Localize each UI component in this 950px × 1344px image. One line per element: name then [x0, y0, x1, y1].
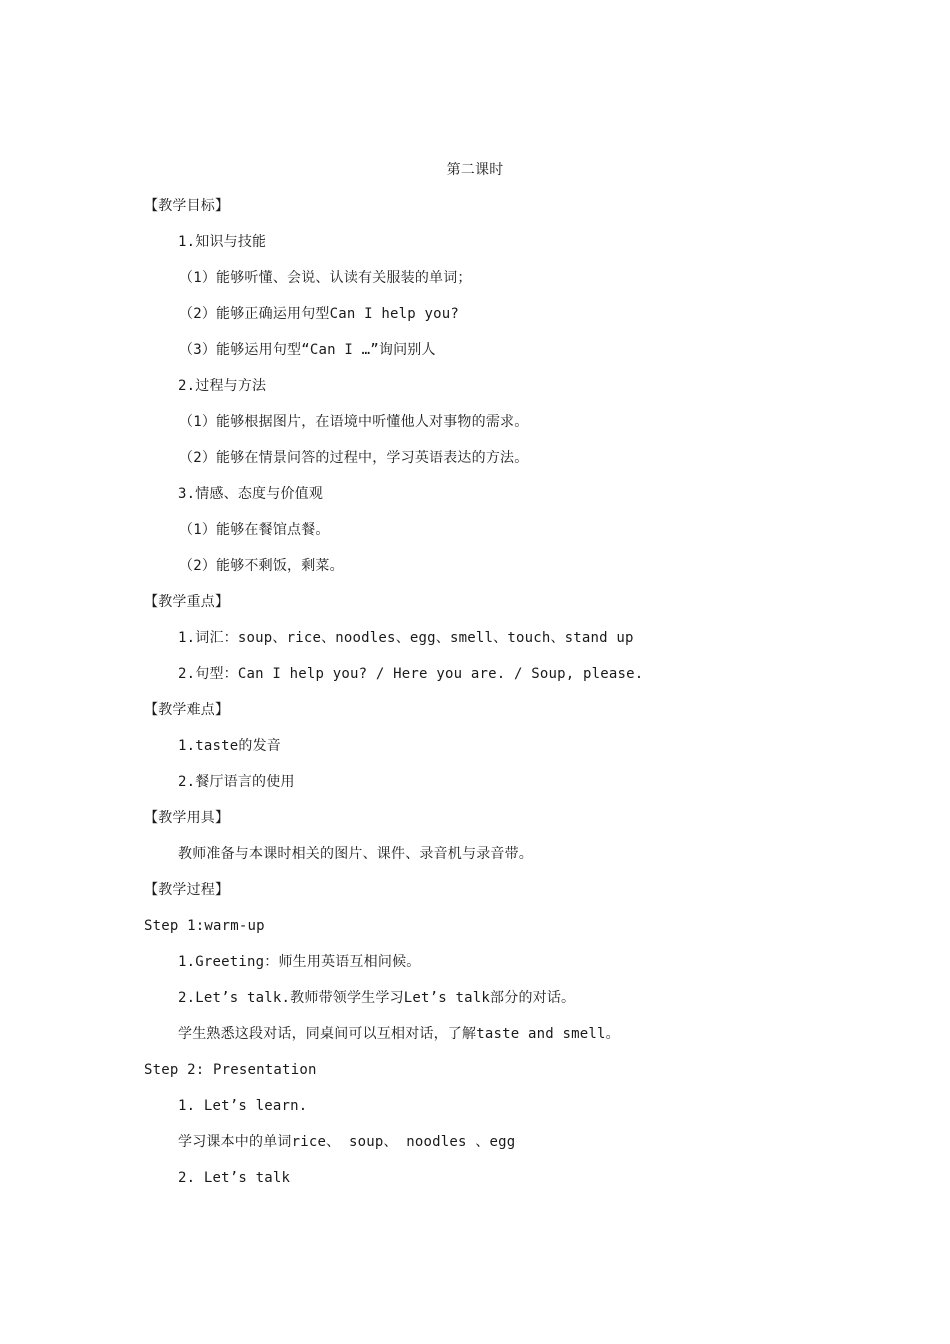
- section-heading-key-points: 【教学重点】: [144, 594, 230, 610]
- section-heading-materials: 【教学用具】: [144, 810, 230, 826]
- list-item: 2. Let’s talk: [178, 1170, 291, 1186]
- step-heading: Step 1:warm-up: [144, 918, 265, 934]
- list-item: 1.taste的发音: [178, 738, 282, 754]
- list-item: （1）能够在餐馆点餐。: [179, 522, 330, 538]
- section-heading-process: 【教学过程】: [144, 882, 230, 898]
- step-heading: Step 2: Presentation: [144, 1062, 317, 1078]
- subheading-process-methods: 2.过程与方法: [178, 378, 267, 394]
- list-item: （2）能够不剩饭，剩菜。: [179, 558, 344, 574]
- paragraph: 学生熟悉这段对话，同桌间可以互相对话，了解taste and smell。: [178, 1026, 620, 1042]
- list-item: （1）能够听懂、会说、认读有关服装的单词；: [179, 270, 472, 286]
- list-item: 2.Let’s talk.教师带领学生学习Let’s talk部分的对话。: [178, 990, 576, 1006]
- list-item: 1.词汇：soup、rice、noodles、egg、smell、touch、stand up: [178, 630, 634, 646]
- list-item: 2.餐厅语言的使用: [178, 774, 295, 790]
- list-item: （2）能够正确运用句型Can I help you?: [179, 306, 460, 322]
- list-item: （1）能够根据图片，在语境中听懂他人对事物的需求。: [179, 414, 529, 430]
- section-heading-objectives: 【教学目标】: [144, 198, 230, 214]
- subheading-attitude-values: 3.情感、态度与价值观: [178, 486, 324, 502]
- list-item: （3）能够运用句型“Can I …”询问别人: [179, 342, 436, 358]
- paragraph: 教师准备与本课时相关的图片、课件、录音机与录音带。: [178, 846, 533, 862]
- page-title: 第二课时: [446, 162, 504, 178]
- subheading-knowledge-skills: 1.知识与技能: [178, 234, 267, 250]
- list-item: 1. Let’s learn.: [178, 1098, 308, 1114]
- paragraph: 学习课本中的单词rice、 soup、 noodles 、egg: [178, 1134, 516, 1150]
- list-item: 2.句型：Can I help you? / Here you are. / Soup, please.: [178, 666, 644, 682]
- list-item: （2）能够在情景问答的过程中，学习英语表达的方法。: [179, 450, 529, 466]
- list-item: 1.Greeting：师生用英语互相问候。: [178, 954, 421, 970]
- section-heading-difficulties: 【教学难点】: [144, 702, 230, 718]
